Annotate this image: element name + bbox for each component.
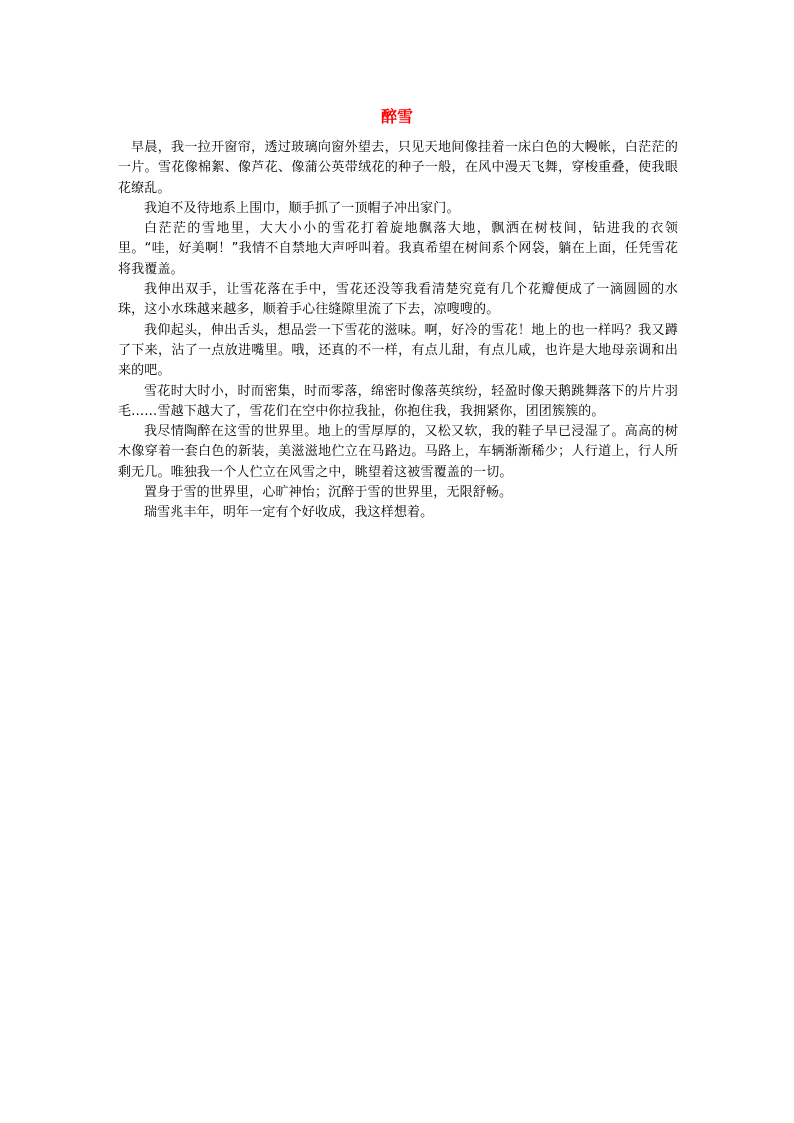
paragraph-7: 我尽情陶醉在这雪的世界里。地上的雪厚厚的，又松又软，我的鞋子早已浸湿了。高高的树木像穿着一套白色的新装，美滋滋地伫立在马路边。马路上，车辆渐渐稀少；人行道上，行人所剩无几。唯独我一个人伫立在风雪之中，眺望着这被雪覆盖的一切。 [118, 424, 678, 480]
paragraph-3: 白茫茫的雪地里，大大小小的雪花打着旋地飘落大地，飘洒在树枝间，钻进我的衣领里。“哇，好美啊！”我情不自禁地大声呼叫着。我真希望在树间系个网袋，躺在上面，任凭雪花将我覆盖。 [118, 221, 678, 277]
page-title: 醉雪 [380, 107, 413, 126]
paragraph-2: 我迫不及待地系上围巾，顺手抓了一顶帽子冲出家门。 [144, 200, 460, 216]
paragraph-6: 雪花时大时小，时而密集，时而零落，绵密时像落英缤纷，轻盈时像天鹅跳舞落下的片片羽毛……雪越下越大了，雪花们在空中你拉我扯，你抱住我，我拥紧你，团团簇簇的。 [118, 383, 678, 419]
paragraph-5: 我仰起头，伸出舌头，想品尝一下雪花的滋味。啊，好冷的雪花！地上的也一样吗？我又蹲了下来，沾了一点放进嘴里。哦，还真的不一样，有点儿甜，有点儿咸，也许是大地母亲调和出来的吧。 [118, 322, 678, 379]
paragraph-4: 我伸出双手，让雪花落在手中，雪花还没等我看清楚究竟有几个花瓣便成了一滴圆圆的水珠，这小水珠越来越多，顺着手心往缝隙里流了下去，凉嗖嗖的。 [118, 282, 678, 318]
paragraph-9: 瑞雪兆丰年，明年一定有个好收成，我这样想着。 [144, 505, 434, 521]
article-body [118, 138, 678, 524]
paragraph-8: 置身于雪的世界里，心旷神怡；沉醉于雪的世界里，无限舒畅。 [144, 485, 513, 501]
paragraph-1: 早晨，我一拉开窗帘，透过玻璃向窗外望去，只见天地间像挂着一床白色的大幔帐，白茫茫的一片。雪花像棉絮、像芦花、像蒲公英带绒花的种子一般，在风中漫天飞舞，穿梭重叠，使我眼花缭乱。 [118, 140, 678, 196]
